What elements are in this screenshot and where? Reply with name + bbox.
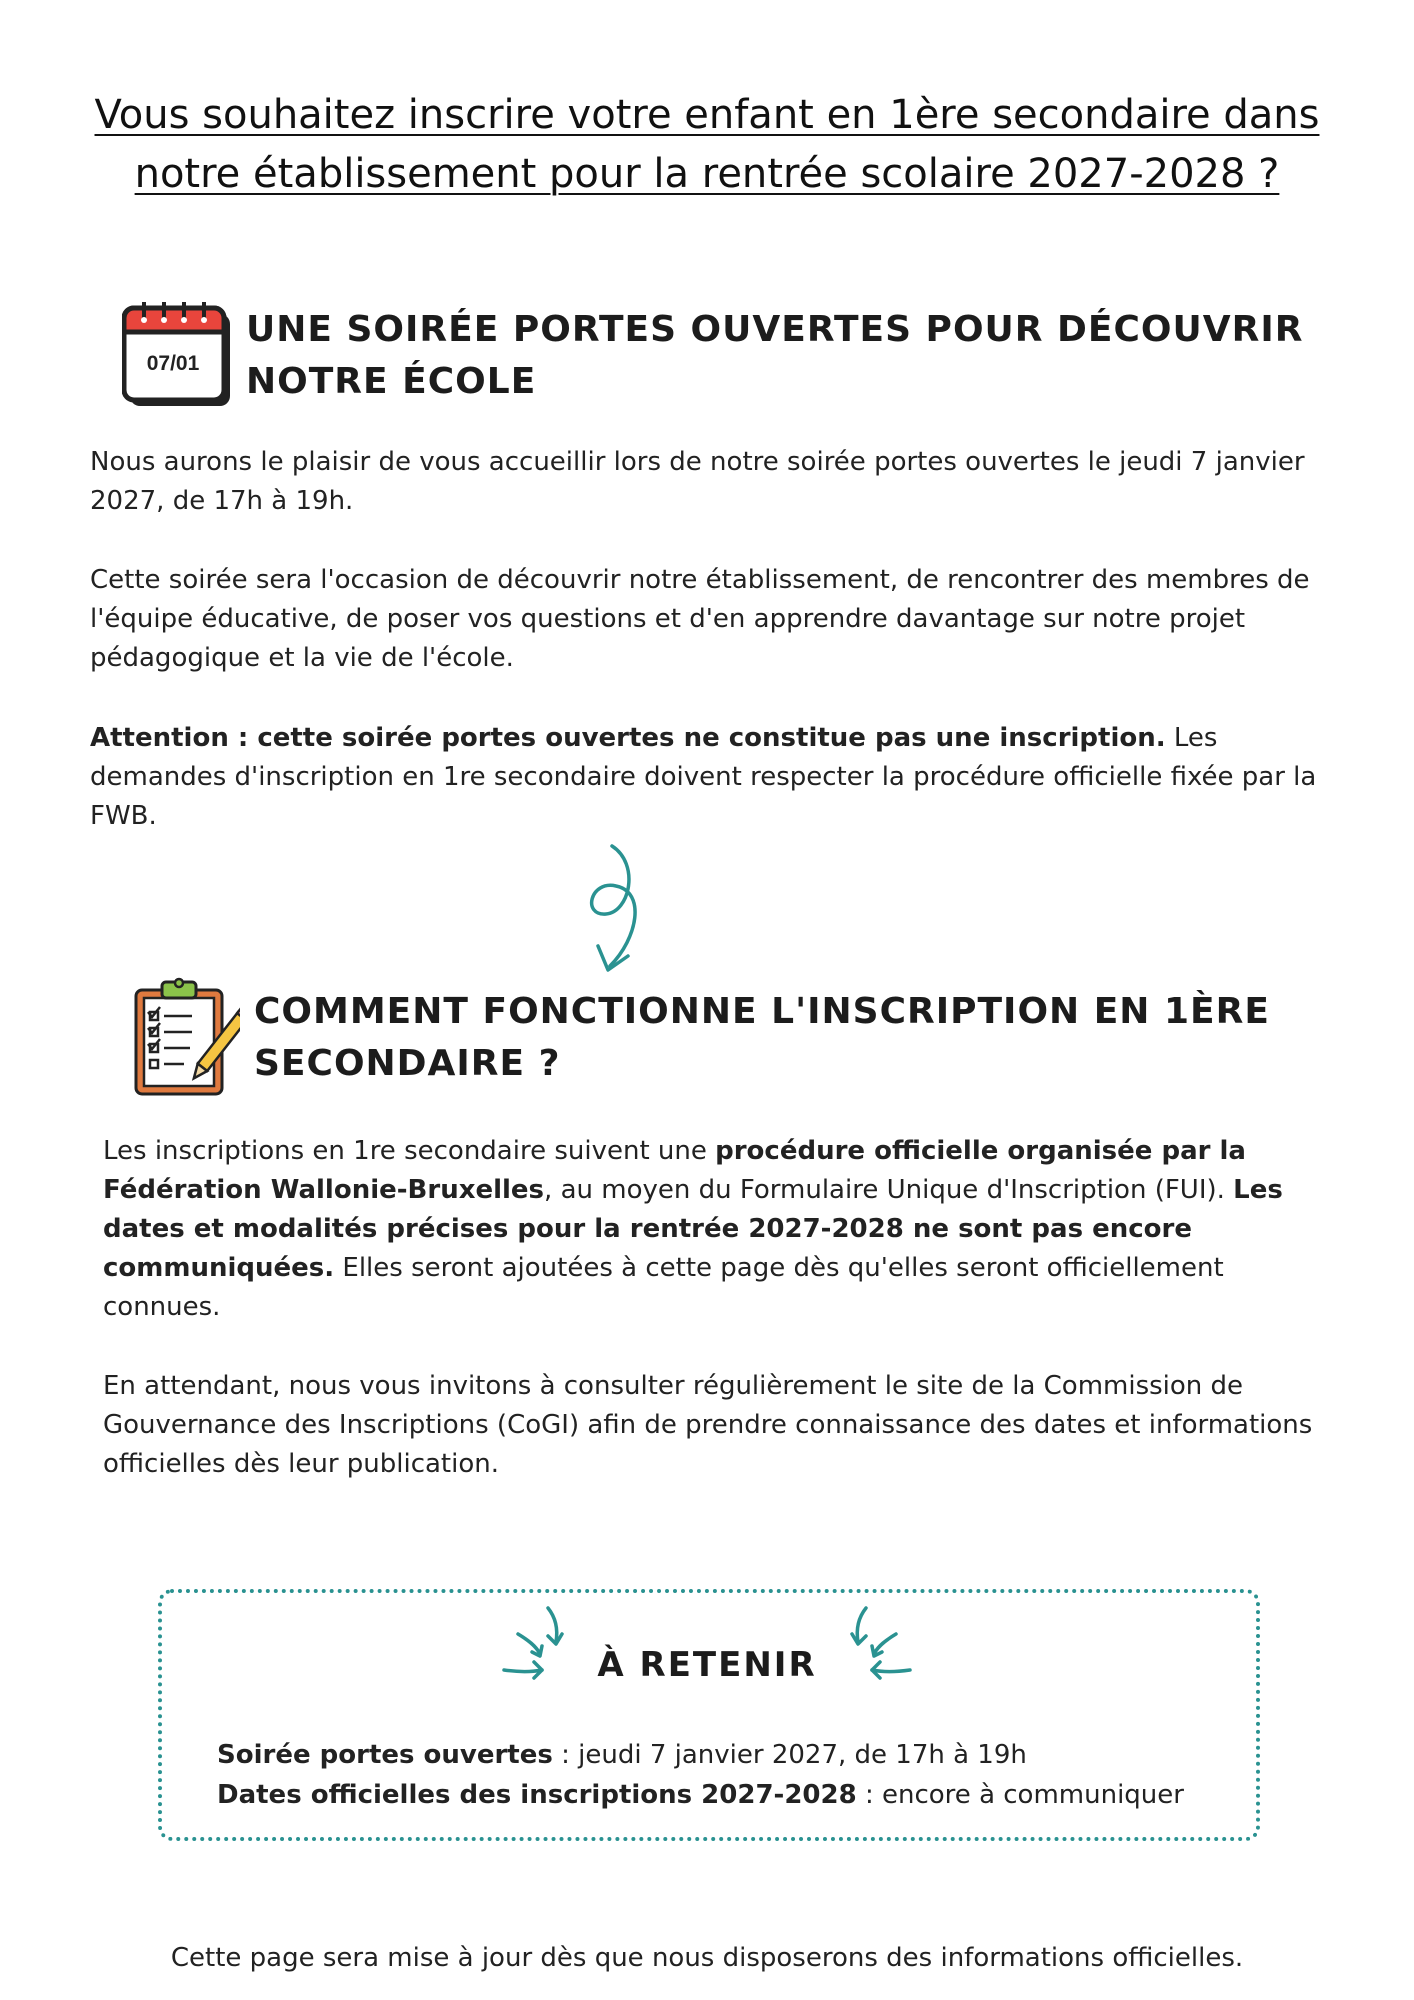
- attention-notice: Attention : cette soirée portes ouvertes ne constitue pas une inscription.: [90, 723, 1166, 753]
- retenir-line-1-label: Soirée portes ouvertes: [217, 1740, 553, 1770]
- registration-text-b: procédure officielle organisée par la Fédération Wallonie-Bruxelles: [103, 1136, 1246, 1205]
- retenir-title: À RETENIR: [597, 1645, 817, 1685]
- open-evening-heading-line2: NOTRE ÉCOLE: [246, 361, 537, 402]
- retenir-line-1-value: : jeudi 7 janvier 2027, de 17h à 19h: [552, 1740, 1027, 1770]
- open-evening-paragraph-1: Nous aurons le plaisir de vous accueillir lors de notre soirée portes ouvertes le jeudi 7 janvier 2027, de 17h à 19h.: [90, 447, 1305, 516]
- retenir-line-2-value: : encore à communiquer: [856, 1780, 1184, 1810]
- registration-text-d: Les dates et modalités précises pour la rentrée 2027-2028 ne sont pas encore communiquées.: [103, 1175, 1283, 1283]
- curly-arrow-icon: [568, 842, 668, 982]
- open-evening-paragraph-3: [90, 719, 1335, 836]
- registration-heading: [254, 986, 1354, 1090]
- page-title-line2: notre établissement pour la rentrée scolaire 2027-2028 ?: [134, 151, 1280, 197]
- page-title: [40, 86, 1374, 204]
- registration-text-a: Les inscriptions en 1re secondaire suivent une: [103, 1136, 716, 1166]
- calendar-date: 07/01: [146, 352, 200, 375]
- registration-paragraph-1: [103, 1132, 1343, 1327]
- registration-heading-line1: COMMENT FONCTIONNE L'INSCRIPTION EN 1ÈRE: [254, 991, 1270, 1032]
- registration-text-e: Elles seront ajoutées à cette page dès qu'elles seront officiellement connues.: [103, 1253, 1224, 1322]
- registration-paragraph-2: En attendant, nous vous invitons à consulter régulièrement le site de la Commission de Gouvernance des Inscriptions (CoGI) afin de prendre connaissance des dates et informations officielles dès leur publication.: [103, 1371, 1313, 1479]
- page-title-line1: Vous souhaitez inscrire votre enfant en 1ère secondaire dans: [94, 92, 1320, 138]
- open-evening-paragraph-2: Cette soirée sera l'occasion de découvrir notre établissement, de rencontrer des membres de l'équipe éducative, de poser vos questions et d'en apprendre davantage sur notre projet pédagogique et la vie de l'école.: [90, 565, 1310, 673]
- open-evening-heading-line1: UNE SOIRÉE PORTES OUVERTES POUR DÉCOUVRIR: [246, 309, 1304, 350]
- calendar-icon: [122, 302, 234, 408]
- open-evening-heading: [246, 304, 1346, 408]
- retenir-line-2: [217, 1775, 1184, 1815]
- attention-rest: Les demandes d'inscription en 1re secondaire doivent respecter la procédure officielle fixée par la FWB.: [90, 723, 1317, 831]
- registration-text-c: , au moyen du Formulaire Unique d'Inscription (FUI).: [544, 1175, 1234, 1205]
- retenir-line-1: [217, 1735, 1027, 1775]
- retenir-line-2-label: Dates officielles des inscriptions 2027-2028: [217, 1780, 857, 1810]
- registration-heading-line2: SECONDAIRE ?: [254, 1043, 561, 1084]
- footer-note: Cette page sera mise à jour dès que nous disposerons des informations officielles.: [170, 1943, 1244, 1973]
- clipboard-checklist-icon: [132, 976, 240, 1098]
